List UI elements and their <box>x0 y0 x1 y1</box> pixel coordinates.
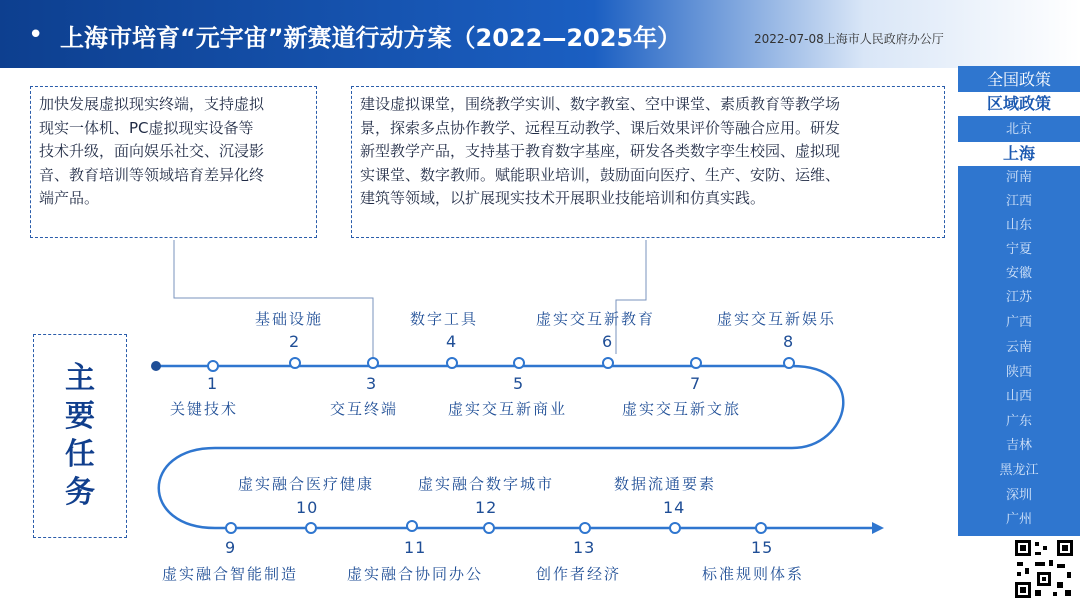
sidebar-item[interactable]: 广西 <box>1005 315 1032 330</box>
box-line: 建筑等领域，以扩展现实技术开展职业技能培训和仿真实践。 <box>360 189 766 207</box>
roadmap-item-label: 基础设施 <box>255 310 324 328</box>
box-line: 实课堂、数字教师。赋能职业培训，鼓励面向医疗、生产、安防、运维、 <box>360 165 841 184</box>
roadmap-item-label: 关键技术 <box>170 400 239 418</box>
roadmap-item-number: 15 <box>751 538 774 557</box>
roadmap-item-label: 虚实融合数字城市 <box>418 475 555 493</box>
roadmap-node <box>368 358 378 368</box>
roadmap-node <box>580 523 590 533</box>
task-char: 务 <box>65 475 95 510</box>
roadmap-item-label: 虚实交互新商业 <box>448 400 568 418</box>
box-line: 现实一体机、PC虚拟现实设备等 <box>39 118 254 137</box>
task-char: 任 <box>65 437 95 472</box>
roadmap-item-number: 14 <box>663 498 686 517</box>
roadmap-node <box>670 523 680 533</box>
sidebar-item[interactable]: 宁夏 <box>1005 242 1032 257</box>
roadmap-item-label: 数字工具 <box>410 310 479 328</box>
roadmap-item-number: 10 <box>296 498 319 517</box>
roadmap-item-label: 虚实交互新文旅 <box>622 400 742 418</box>
roadmap-item-number: 1 <box>207 374 219 393</box>
box-line: 加快发展虚拟现实终端，支持虚拟 <box>39 95 265 113</box>
roadmap-node <box>306 523 316 533</box>
task-char: 要 <box>65 399 95 434</box>
sidebar-item[interactable]: 区域政策 <box>958 92 1080 116</box>
sidebar-item[interactable]: 安徽 <box>1005 266 1032 281</box>
task-char: 主 <box>65 361 95 396</box>
roadmap-node <box>407 521 417 531</box>
sidebar-item[interactable]: 河南 <box>1005 170 1032 185</box>
page-title: 上海市培育“元宇宙”新赛道行动方案（2022—2025年） <box>60 24 682 52</box>
roadmap-item-number: 6 <box>602 332 614 351</box>
source-date: 2022-07-08上海市人民政府办公厅 <box>754 32 944 46</box>
roadmap-node <box>290 358 300 368</box>
sidebar-item[interactable]: 江西 <box>1005 194 1032 209</box>
sidebar-item[interactable]: 山东 <box>1005 218 1032 233</box>
bullet-icon: • <box>28 20 44 50</box>
roadmap-node <box>603 358 613 368</box>
box-line: 建设虚拟课堂，围绕教学实训、数字教室、空中课堂、素质教育等教学场 <box>360 95 841 113</box>
roadmap-node <box>514 358 524 368</box>
qr-code-icon <box>1013 538 1075 600</box>
roadmap-item-number: 7 <box>690 374 702 393</box>
sidebar-item[interactable]: 云南 <box>1005 340 1032 355</box>
roadmap-node <box>226 523 236 533</box>
roadmap-node <box>756 523 766 533</box>
arrow-head-icon <box>872 522 884 534</box>
roadmap-node <box>484 523 494 533</box>
box-line: 景，探索多点协作教学、远程互动教学、课后效果评价等融合应用。研发 <box>360 118 841 137</box>
roadmap-item-number: 2 <box>289 332 301 351</box>
sidebar-item[interactable]: 深圳 <box>1005 488 1032 503</box>
connector-line <box>616 240 646 354</box>
sidebar-item[interactable]: 吉林 <box>1005 438 1032 453</box>
sidebar-item[interactable]: 上海 <box>958 142 1080 166</box>
sidebar-nav <box>958 66 1080 536</box>
connector-line <box>174 240 373 363</box>
box-line: 音、教育培训等领域培育差异化终 <box>39 165 265 184</box>
roadmap-node <box>784 358 794 368</box>
sidebar-item[interactable]: 山西 <box>1005 389 1032 404</box>
box-line: 新型教学产品，支持基于教育数字基座，研发各类数字孪生校园、虚拟现 <box>360 142 841 160</box>
sidebar-item[interactable]: 广东 <box>1005 414 1032 429</box>
sidebar-item[interactable]: 北京 <box>1005 122 1032 137</box>
box-line: 端产品。 <box>39 189 100 207</box>
sidebar-item[interactable]: 陕西 <box>1005 365 1032 380</box>
roadmap-item-number: 3 <box>366 374 378 393</box>
roadmap-item-label: 虚实融合智能制造 <box>162 565 299 583</box>
sidebar-item[interactable]: 全国政策 <box>958 68 1080 92</box>
start-dot <box>151 361 161 371</box>
roadmap-item-label: 数据流通要素 <box>614 475 717 493</box>
roadmap-item-label: 交互终端 <box>330 400 399 418</box>
roadmap-item-number: 12 <box>475 498 498 517</box>
roadmap-node <box>447 358 457 368</box>
roadmap-item-number: 9 <box>225 538 237 557</box>
roadmap-item-label: 虚实交互新娱乐 <box>717 310 837 328</box>
roadmap-node <box>691 358 701 368</box>
roadmap-item-label: 创作者经济 <box>536 565 622 583</box>
roadmap-item-number: 4 <box>446 332 458 351</box>
roadmap-item-number: 13 <box>573 538 596 557</box>
roadmap-item-label: 虚实融合协同办公 <box>347 565 484 583</box>
sidebar-item[interactable]: 广州 <box>1005 512 1032 527</box>
roadmap-item-number: 5 <box>513 374 525 393</box>
roadmap-item-number: 11 <box>404 538 427 557</box>
sidebar-item[interactable]: 江苏 <box>1005 290 1032 305</box>
roadmap-node <box>208 361 218 371</box>
sidebar-item[interactable]: 黑龙江 <box>999 463 1039 478</box>
roadmap-item-label: 虚实融合医疗健康 <box>238 475 375 493</box>
roadmap-item-number: 8 <box>783 332 795 351</box>
box-line: 技术升级，面向娱乐社交、沉浸影 <box>39 142 265 160</box>
roadmap-item-label: 虚实交互新教育 <box>536 310 656 328</box>
roadmap-item-label: 标准规则体系 <box>702 565 805 583</box>
